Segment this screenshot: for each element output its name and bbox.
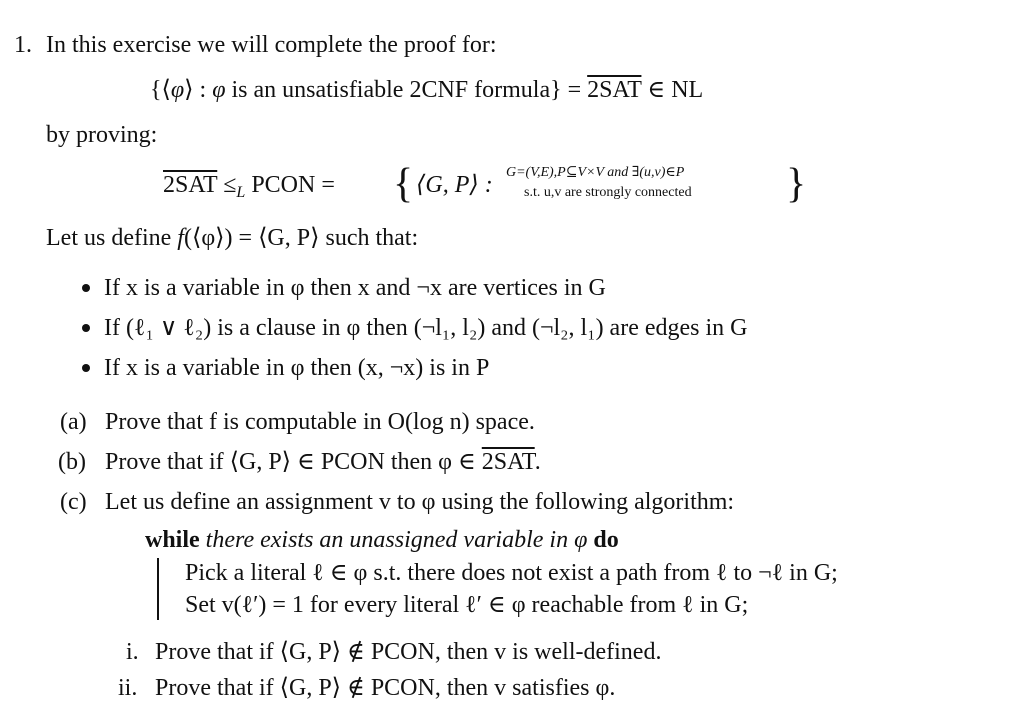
equation-reduction: $2SAT \le_L$ PCON = bbox=[163, 172, 335, 201]
problem-intro: In this exercise we will complete the proof for: bbox=[46, 32, 497, 58]
algorithm-line-pick: Pick a literal ℓ ∈ φ s.t. there does not exist a path from ℓ to ¬ℓ in G; bbox=[185, 560, 838, 586]
pcon-condition-bottom: s.t. u,v are strongly connected bbox=[524, 185, 692, 200]
part-c-text: Let us define an assignment v to φ using the following algorithm: bbox=[105, 489, 735, 515]
algorithm-block-bar bbox=[157, 558, 159, 620]
part-a-text: Prove that f is computable in O(log n) space. bbox=[105, 409, 535, 435]
subpart-ii-label: ii. bbox=[118, 675, 138, 701]
subpart-i-text: Prove that if ⟨G, P⟩ ∉ PCON, then v is well-defined. bbox=[155, 639, 662, 665]
part-b-label: (b) bbox=[58, 449, 86, 475]
brace-open: { bbox=[393, 161, 414, 207]
part-b-text: Prove that if ⟨G, P⟩ ∈ PCON then φ ∈ 2SAT. bbox=[105, 449, 541, 475]
bullet-marker bbox=[82, 364, 90, 372]
pcon-tuple: ⟨G, P⟩ : bbox=[416, 172, 493, 198]
part-c-label: (c) bbox=[60, 489, 87, 515]
bullet-edges: If (ℓ₁ ∨ ℓ₂) is a clause in φ then (¬l₁, l₂) and (¬l₂, l₁) are edges in G bbox=[104, 315, 748, 341]
twosat-overline: 2SAT bbox=[163, 172, 218, 198]
algorithm-while: while there exists an unassigned variable in φ do bbox=[145, 527, 619, 553]
define-f-text: Let us define f(⟨φ⟩) = ⟨G, P⟩ such that: bbox=[46, 225, 419, 251]
bullet-pairs: If x is a variable in φ then (x, ¬x) is in P bbox=[104, 355, 490, 381]
twosat-overline: 2SAT bbox=[481, 449, 535, 475]
bullet-marker bbox=[82, 324, 90, 332]
part-a-label: (a) bbox=[60, 409, 87, 435]
subpart-i-label: i. bbox=[126, 639, 139, 665]
algorithm-line-set: Set v(ℓ′) = 1 for every literal ℓ′ ∈ φ reachable from ℓ in G; bbox=[185, 592, 749, 618]
brace-close: } bbox=[786, 161, 807, 207]
equation-2sat-complement-in-nl: {⟨φ⟩ : φ is an unsatisfiable 2CNF formula} = 2SAT ∈ NL bbox=[150, 77, 704, 103]
by-proving-text: by proving: bbox=[46, 122, 158, 148]
subpart-ii-text: Prove that if ⟨G, P⟩ ∉ PCON, then v satisfies φ. bbox=[155, 675, 616, 701]
bullet-marker bbox=[82, 284, 90, 292]
pcon-condition-top: G=(V,E),P⊆V×V and ∃(u,v)∈P bbox=[506, 165, 685, 180]
problem-number: 1. bbox=[14, 32, 32, 58]
bullet-vertices: If x is a variable in φ then x and ¬x are vertices in G bbox=[104, 275, 606, 301]
twosat-overline: 2SAT bbox=[587, 77, 642, 103]
